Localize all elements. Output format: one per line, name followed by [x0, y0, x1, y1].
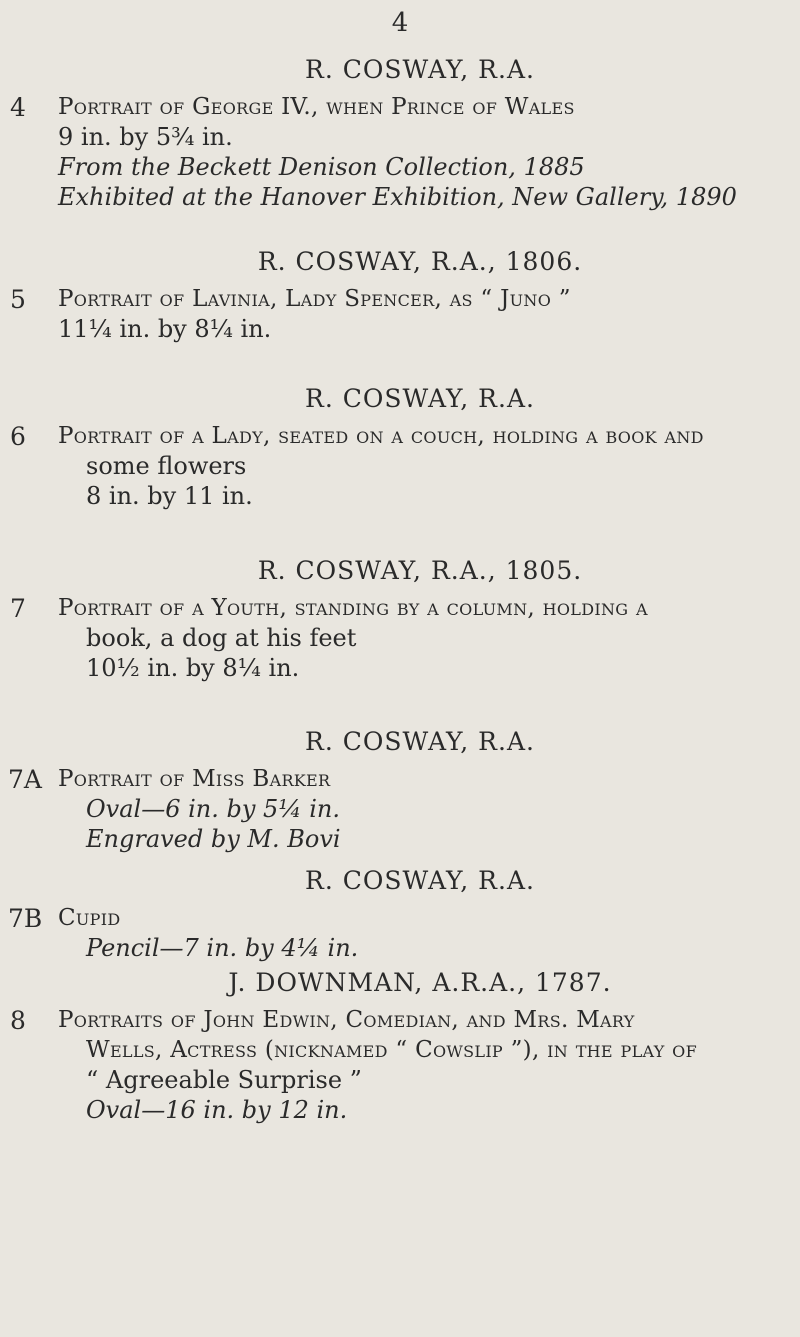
entry-title: Portrait of Lavinia, Lady Spencer, as “ Juno ”	[58, 286, 571, 312]
catalogue-entry	[0, 247, 800, 344]
artist-heading: R. COSWAY, R.A., 1805.	[257, 556, 583, 585]
entry-title: Portraits of John Edwin, Comedian, and Mrs. Mary	[58, 1007, 635, 1033]
artist-heading: R. COSWAY, R.A.	[305, 55, 535, 84]
lot-number: 5	[10, 285, 26, 314]
entry-title: Portrait of a Youth, standing by a column, holding a	[58, 595, 648, 621]
entry-dimensions: Pencil—7 in. by 4¼ in.	[86, 934, 359, 962]
catalogue-entry	[0, 968, 800, 1125]
entry-title-continuation: book, a dog at his feet	[86, 624, 357, 652]
lot-number: 7A	[8, 765, 42, 794]
lot-number: 8	[10, 1006, 26, 1035]
catalogue-entry	[0, 727, 800, 854]
entry-dimensions: 11¼ in. by 8¼ in.	[58, 315, 272, 343]
lot-number: 4	[10, 93, 26, 122]
entry-title: Portrait of Miss Barker	[58, 766, 331, 792]
entry-title: Cupid	[58, 905, 121, 931]
entry-exhibition: Exhibited at the Hanover Exhibition, New Gallery, 1890	[58, 183, 737, 211]
artist-heading: R. COSWAY, R.A.	[305, 866, 535, 895]
lot-number: 7	[10, 594, 26, 623]
entry-dimensions: Oval—6 in. by 5¼ in.	[86, 795, 340, 823]
entry-title: Portrait of George IV., when Prince of Wales	[58, 94, 575, 120]
page-number: 4	[391, 8, 409, 38]
entry-title-continuation: “ Agreeable Surprise ”	[86, 1066, 362, 1094]
entry-dimensions: 9 in. by 5¾ in.	[58, 123, 233, 151]
entry-title-continuation: some flowers	[86, 452, 247, 480]
entry-provenance: From the Beckett Denison Collection, 1885	[58, 153, 585, 181]
entry-title: Portrait of a Lady, seated on a couch, holding a book and	[58, 423, 704, 449]
entry-dimensions: 8 in. by 11 in.	[86, 482, 253, 510]
catalogue-entry	[0, 556, 800, 683]
catalogue-entry	[0, 55, 800, 212]
lot-number: 6	[10, 422, 26, 451]
entry-title-continuation: Wells, Actress (nicknamed “ Cowslip ”), in the play of	[86, 1037, 698, 1063]
artist-heading: R. COSWAY, R.A.	[305, 727, 535, 756]
entry-dimensions: Oval—16 in. by 12 in.	[86, 1096, 348, 1124]
artist-heading: R. COSWAY, R.A., 1806.	[257, 247, 583, 276]
lot-number: 7B	[8, 904, 43, 933]
artist-heading: J. DOWNMAN, A.R.A., 1787.	[228, 968, 612, 997]
catalogue-entry	[0, 866, 800, 963]
entry-engraver: Engraved by M. Bovi	[86, 825, 341, 853]
entry-dimensions: 10½ in. by 8¼ in.	[86, 654, 300, 682]
artist-heading: R. COSWAY, R.A.	[305, 384, 535, 413]
catalogue-entry	[0, 384, 800, 511]
